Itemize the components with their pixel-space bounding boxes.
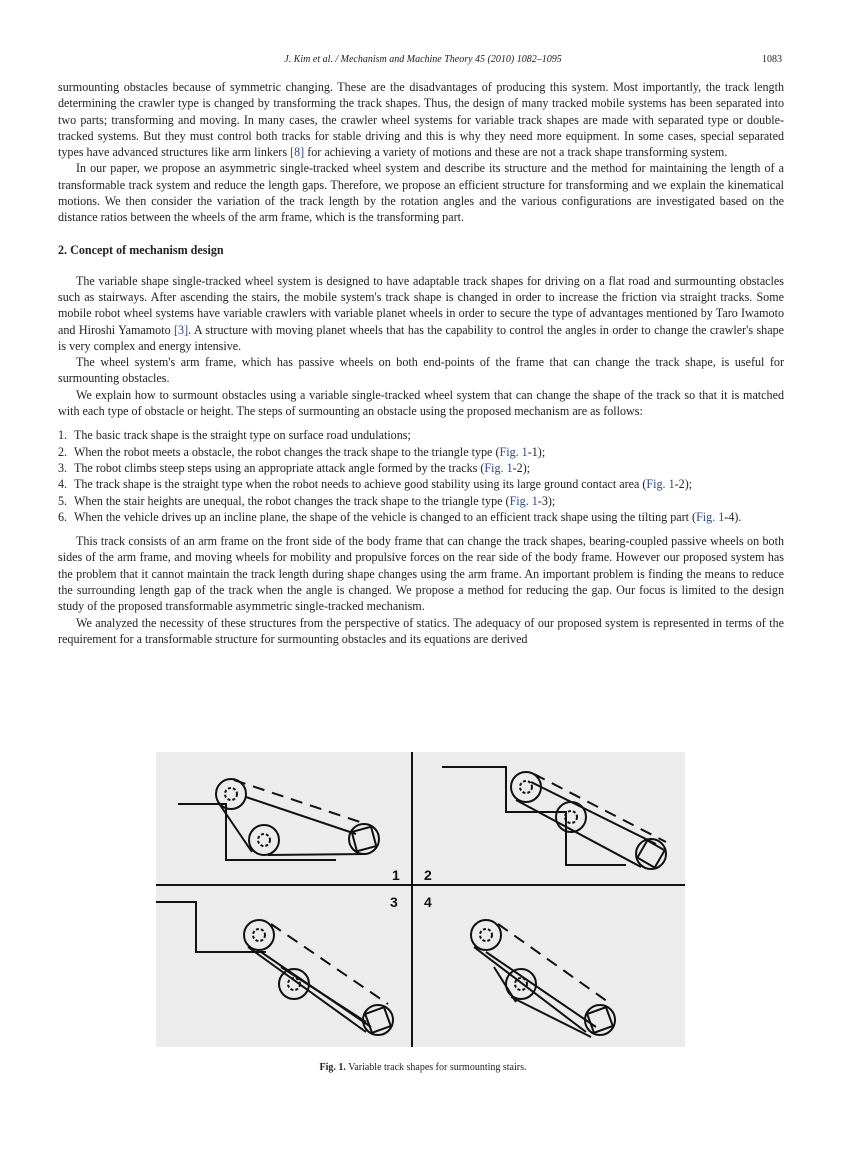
citation-link[interactable]: [3] — [174, 322, 189, 337]
panel-4-diagram — [471, 920, 615, 1037]
figure-track-shapes — [156, 752, 685, 1047]
paragraph: surmounting obstacles because of symmetric changing. These are the disadvantages of producing this system. Most importantly, the track length determining the crawler type is changed by transforming the track shapes. Thus, the design of many tracked mobile systems has been separated into two parts; transforming and moving. In many cases, the crawler wheel systems for variable track shapes are made with separated type or double-tracked systems. But they must control both tracks for stable driving and this is why they need more equipment. In some cases, special separated types have advanced structures like arm linkers [8] for achieving a variety of motions and these are not a track shape transforming system. — [58, 80, 784, 160]
panel-label: 2 — [424, 867, 432, 883]
list-item: 4. The track shape is the straight type when the robot needs to achieve good stability using its large ground contact area (Fig. 1-2); — [58, 477, 693, 492]
figure-caption — [0, 1061, 846, 1075]
panel-2-diagram — [442, 767, 666, 869]
panel-label: 1 — [392, 867, 400, 883]
figure-link[interactable]: Fig. 1 — [484, 460, 513, 475]
caption-label: Fig. 1. — [319, 1062, 346, 1073]
panel-3-diagram — [156, 902, 393, 1035]
figure-link[interactable]: Fig. 1 — [646, 477, 675, 492]
list-item: 1. The basic track shape is the straight type on surface road undulations; — [58, 428, 411, 443]
figure-link[interactable]: Fig. 1 — [696, 509, 725, 524]
panel-label: 4 — [424, 894, 432, 910]
panel-label: 3 — [390, 894, 398, 910]
running-head — [0, 53, 846, 67]
page-number: 1083 — [762, 54, 782, 65]
paragraph: We explain how to surmount obstacles using a variable single-tracked wheel system that can change the shape of the track so that it is matched with each type of obstacle or height. The steps of surmounting an obstacle using the proposed mechanism are as follows: — [58, 387, 784, 419]
list-item: 5. When the stair heights are unequal, the robot changes the track shape to the triangle type (Fig. 1-3); — [58, 493, 556, 508]
list-item: 6. When the vehicle drives up an incline plane, the shape of the vehicle is changed to an efficient track shape using the tilting part (Fig. 1-4). — [58, 509, 742, 524]
section-heading: 2. Concept of mechanism design — [58, 242, 224, 257]
list-item: 2. When the robot meets a obstacle, the robot changes the track shape to the triangle type (Fig. 1-1); — [58, 444, 546, 459]
figure-link[interactable]: Fig. 1 — [499, 444, 528, 459]
paragraph: This track consists of an arm frame on the front side of the body frame that can change the track shapes, bearing-coupled passive wheels on both sides of the arm frame, and moving wheels for mobility and propulsive forces on the rear side of the body frame. However our proposed system has the problem that it cannot maintain the track length during shape changes using the arm frame. An important problem is finding the means to reduce the surrounding length gap of the track when the angle is changed. We propose a method for reducing the gap. Our focus is limited to the design study of the proposed transformable asymmetric single-tracked mechanism. — [58, 534, 784, 614]
paragraph: In our paper, we propose an asymmetric single-tracked wheel system and describe its structure and the method for maintaining the length of a transformable track system and reduce the length gaps. Therefore, we propose an efficient structure for transforming and we explain the kinematical motions. We then consider the variation of the track length by the rotation angles and the various configurations are investigated based on the distance ratios between the wheels of the arm frame, which is the transforming part. — [58, 161, 784, 225]
paragraph: We analyzed the necessity of these structures from the perspective of statics. The adequacy of our proposed system is represented in terms of the requirement for a transformable structure for surmounting obstacles and its equations are derived — [58, 615, 784, 646]
figure-drawing — [156, 752, 685, 1047]
list-item: 3. The robot climbs steep steps using an appropriate attack angle formed by the tracks (Fig. 1-2); — [58, 460, 531, 475]
journal-citation: J. Kim et al. / Mechanism and Machine Theory 45 (2010) 1082–1095 — [284, 54, 562, 65]
panel-1-diagram — [178, 779, 379, 860]
article-body — [58, 79, 784, 647]
citation-link[interactable]: [8] — [290, 145, 305, 160]
steps-list — [58, 427, 784, 525]
paragraph: The variable shape single-tracked wheel system is designed to have adaptable track shapes for driving on a flat road and surmounting obstacles such as stairways. After ascending the stairs, the mobile system's track shape is changed in order to increase the friction via straight tracks. Some mobile robot wheel systems have variable crawlers with variable planet wheels in order to secure the type of advantages mentioned by Taro Iwamoto and Hiroshi Yamamoto [3]. A structure with moving planet wheels that has the capability to control the angles in order to change the crawler's shape is very complex and energy intensive. — [58, 273, 784, 353]
figure-link[interactable]: Fig. 1 — [509, 493, 538, 508]
paragraph: The wheel system's arm frame, which has passive wheels on both end-points of the frame that can change the track shape, is useful for surmounting obstacles. — [58, 355, 784, 386]
caption-text: Variable track shapes for surmounting stairs. — [345, 1062, 527, 1073]
